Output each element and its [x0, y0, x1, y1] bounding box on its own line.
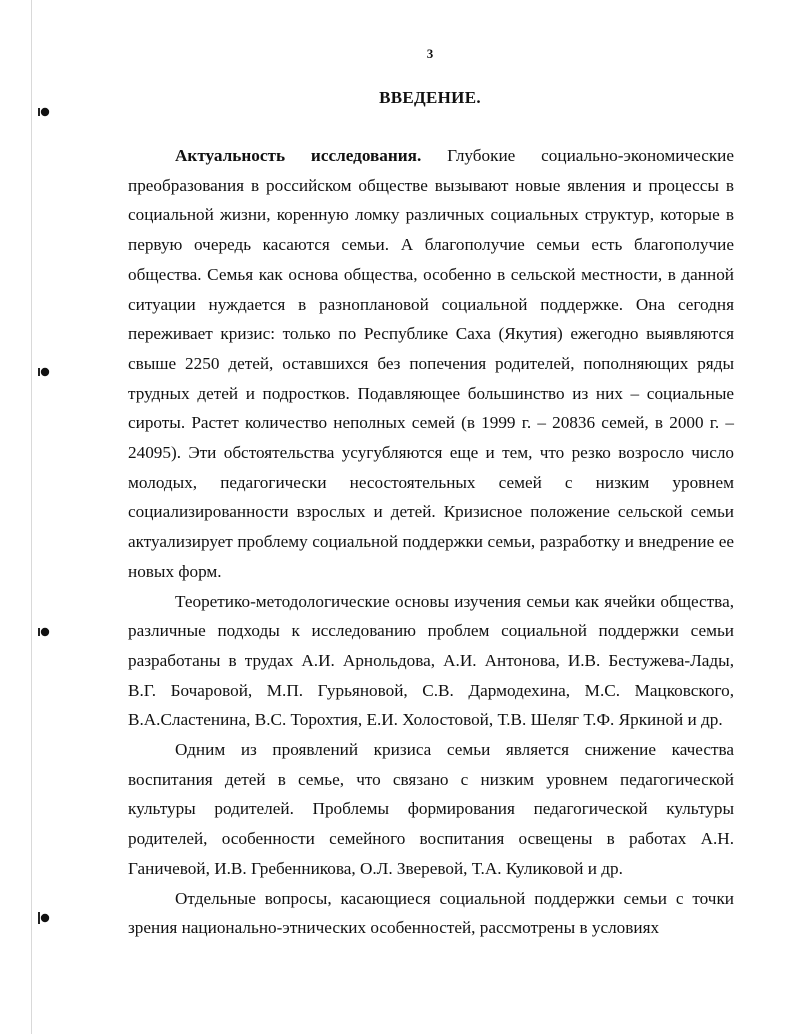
paragraph-upbringing: Одним из проявлений кризиса семьи является снижение качества воспитания детей в семье, что связано с низким уровнем педагогической культуры родителей. Проблемы формирования педагогической культуры родителей, особенности семейного воспитания освещены в работах А.Н. Ганичевой, И.В. Гребенникова, О.Л. Зверевой, Т.А. Куликовой и др.	[128, 740, 734, 878]
punch-hole-icon	[38, 626, 50, 638]
punch-hole-icon	[38, 912, 50, 924]
scan-edge-line	[31, 0, 32, 1034]
paragraph-relevance	[128, 141, 734, 587]
paragraph-lead: Актуальность исследования.	[175, 146, 422, 165]
page-title: ВВЕДЕНИЕ.	[379, 88, 481, 107]
paragraph-ethnic: Отдельные вопросы, касающиеся социальной поддержки семьи с точки зрения национально-этнических особенностей, рассмотрены в условиях	[128, 888, 734, 938]
punch-hole-icon	[38, 366, 50, 378]
document-body	[128, 141, 734, 943]
paragraph-text: Глубокие социально-экономические преобразования в российском обществе вызывают новые явления и процессы в социальной жизни, коренную ломку различных социальных структур, которые в первую очередь касаются семьи. А благополучие семьи есть благополучие общества. Семья как основа общества, особенно в сельской местности, в данной ситуации нуждается в разноплановой социальной поддержке. Она сегодня переживает кризис: только по Республике Саха (Якутия) ежегодно выявляются свыше 2250 детей, оставшихся без попечения родителей, пополняющих ряды трудных детей и подростков. Подавляющее большинство из них – социальные сироты. Растет количество неполных семей (в 1999 г. – 20836 семей, в 2000 г. – 24095). Эти обстоятельства усугубляются еще и тем, что резко возросло число молодых, педагогически несостоятельных семей с низким уровнем социализированности взрослых и детей. Кризисное положение сельской семьи актуализирует проблему социальной поддержки семьи, разработку и внедрение ее новых форм.	[128, 146, 734, 581]
paragraph-theory: Теоретико-методологические основы изучения семьи как ячейки общества, различные подходы к исследованию проблем социальной поддержки семьи разработаны в трудах А.И. Арнольдова, А.И. Антонова, И.В. Бестужева-Лады, В.Г. Бочаровой, М.П. Гурьяновой, С.В. Дармодехина, М.С. Мацковского, В.А.Сластенина, В.С. Торохтия, Е.И. Холостовой, Т.В. Шеляг Т.Ф. Яркиной и др.	[128, 591, 734, 730]
page-number: 3	[426, 46, 434, 61]
